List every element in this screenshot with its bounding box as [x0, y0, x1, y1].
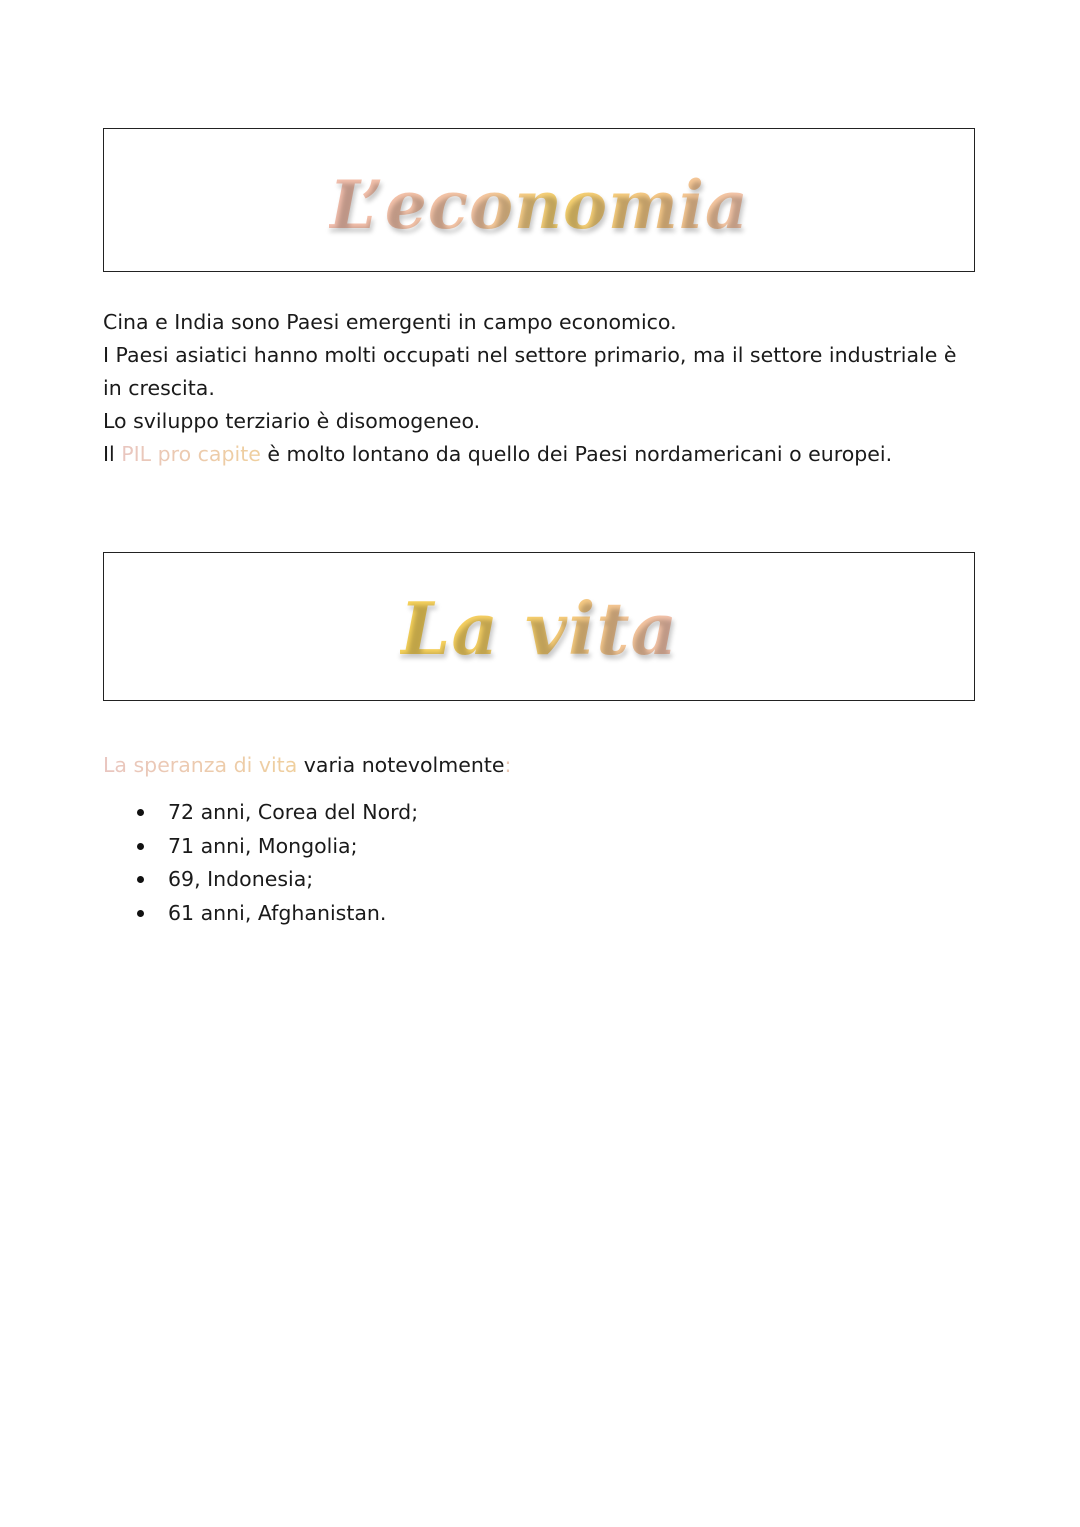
list-item: [133, 897, 418, 931]
economia-paragraph: [103, 306, 983, 471]
list-item-text: 72 anni, Corea del Nord;: [168, 800, 419, 824]
pil-suffix: è molto lontano da quello dei Paesi nordamericani o europei.: [260, 442, 893, 466]
list-item-text: 71 anni, Mongolia;: [168, 833, 358, 858]
vita-title: La vita: [399, 586, 679, 671]
economia-line-2: I Paesi asiatici hanno molti occupati nel settore primario, ma il settore industriale è: [103, 343, 957, 367]
list-item-text: 69, Indonesia;: [168, 867, 314, 891]
bullet-icon: [137, 843, 144, 850]
bullet-icon: [137, 910, 144, 917]
vita-intro: [103, 749, 983, 782]
pil-highlight: PIL pro capite: [121, 442, 261, 466]
list-item: [133, 863, 418, 897]
speranza-highlight: La speranza di vita: [103, 753, 298, 777]
economia-line-pil: [103, 438, 983, 471]
economia-line-1: Cina e India sono Paesi emergenti in campo economico.: [103, 310, 677, 334]
list-item: [133, 830, 418, 864]
vita-intro-colon: :: [504, 753, 512, 777]
economia-title: L’economia: [329, 166, 749, 244]
pil-prefix: Il: [103, 442, 122, 466]
economia-line-3: in crescita.: [103, 376, 215, 400]
life-expectancy-list: [133, 796, 418, 930]
vita-intro-line: [103, 749, 983, 782]
list-item-text: 61 anni, Afghanistan.: [168, 900, 387, 925]
vita-title-box: [103, 552, 975, 701]
economia-title-box: [103, 128, 975, 272]
economia-line-4: Lo sviluppo terziario è disomogeneo.: [103, 409, 481, 433]
list-item: [133, 796, 418, 830]
bullet-icon: [137, 809, 144, 816]
vita-intro-text: varia notevolmente: [297, 753, 505, 777]
bullet-icon: [137, 876, 144, 883]
